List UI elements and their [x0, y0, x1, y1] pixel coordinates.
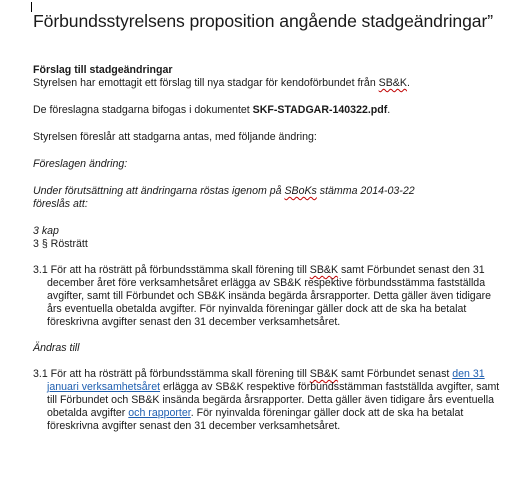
spellcheck-word: SB&K — [309, 368, 339, 380]
condition-line-2: föreslås att: — [33, 198, 88, 210]
document-body[interactable] — [33, 64, 503, 433]
intro-paragraph — [33, 77, 503, 90]
deadline-link[interactable]: den 31 januari verksamhetsåret — [47, 368, 485, 393]
section-label: 3 § Rösträtt — [33, 238, 88, 250]
intro-end: . — [406, 77, 410, 89]
intro-text: Styrelsen har emottagit ett förslag till nya stadgar för kendoförbundet från — [33, 77, 379, 89]
condition-text: Under förutsättning att ändringarna röstas igenom på — [33, 185, 285, 197]
attachment-filename: SKF-STADGAR-140322.pdf — [252, 104, 388, 116]
attachment-text: De föreslagna stadgarna bifogas i dokumentet — [33, 104, 253, 116]
spellcheck-word: SB&K — [309, 264, 339, 276]
new-text-paragraph — [33, 368, 503, 433]
proposed-change-label: Föreslagen ändring: — [33, 158, 128, 170]
attachment-end: . — [387, 104, 391, 116]
reports-link[interactable]: och rapporter — [128, 407, 191, 419]
text-cursor — [31, 2, 32, 12]
spellcheck-word: SB&K — [378, 77, 407, 89]
proposal-paragraph: Styrelsen föreslår att stadgarna antas, med följande ändring: — [33, 131, 317, 143]
new-text-lead: 3.1 För att ha rösträtt på förbundsstämma skall förening till — [33, 368, 310, 380]
page-title: Förbundsstyrelsens proposition angående stadgeändringar” — [33, 11, 493, 31]
spellcheck-word: SBoKs — [284, 185, 317, 197]
condition-line-1 — [33, 185, 503, 198]
changed-label: Ändras till — [33, 342, 80, 354]
attachment-paragraph — [33, 104, 503, 117]
new-text-mid-2: erlägga av SB&K respektive förbundsstämman fastställda avgifter, samt till Förbundet och SB&K insända begärda årsrapporter. Detta gäller även tidigare års eventuella obetalda avgifter — [47, 381, 500, 419]
chapter-label: 3 kap — [33, 225, 59, 237]
condition-date: stämma 2014-03-22 — [316, 185, 415, 197]
section-heading: Förslag till stadgeändringar — [33, 64, 173, 76]
new-text-end: . För nyinvalda föreningar gäller dock att de ska ha betalat föreskrivna avgifter senast den 31 december verksamhetsåret. — [47, 407, 464, 432]
current-text-paragraph — [33, 264, 503, 329]
current-text-lead: 3.1 För att ha rösträtt på förbundsstämma skall förening till — [33, 264, 310, 276]
new-text-mid-1: samt Förbundet senast — [338, 368, 453, 380]
current-text-rest: samt Förbundet senast den 31 december året före verksamhetsåret erlägga av SB&K respektive förbundsstämma fastställda avgifter, samt till Förbundet och SB&K insända begärda årsrapporter. Detta gäller även tidigare års eventuella obetalda avgifter. För nyinvalda föreningar gäller dock att de ska ha betalat föreskrivna avgifter senast den 31 december verksamhetsåret. — [47, 264, 492, 328]
